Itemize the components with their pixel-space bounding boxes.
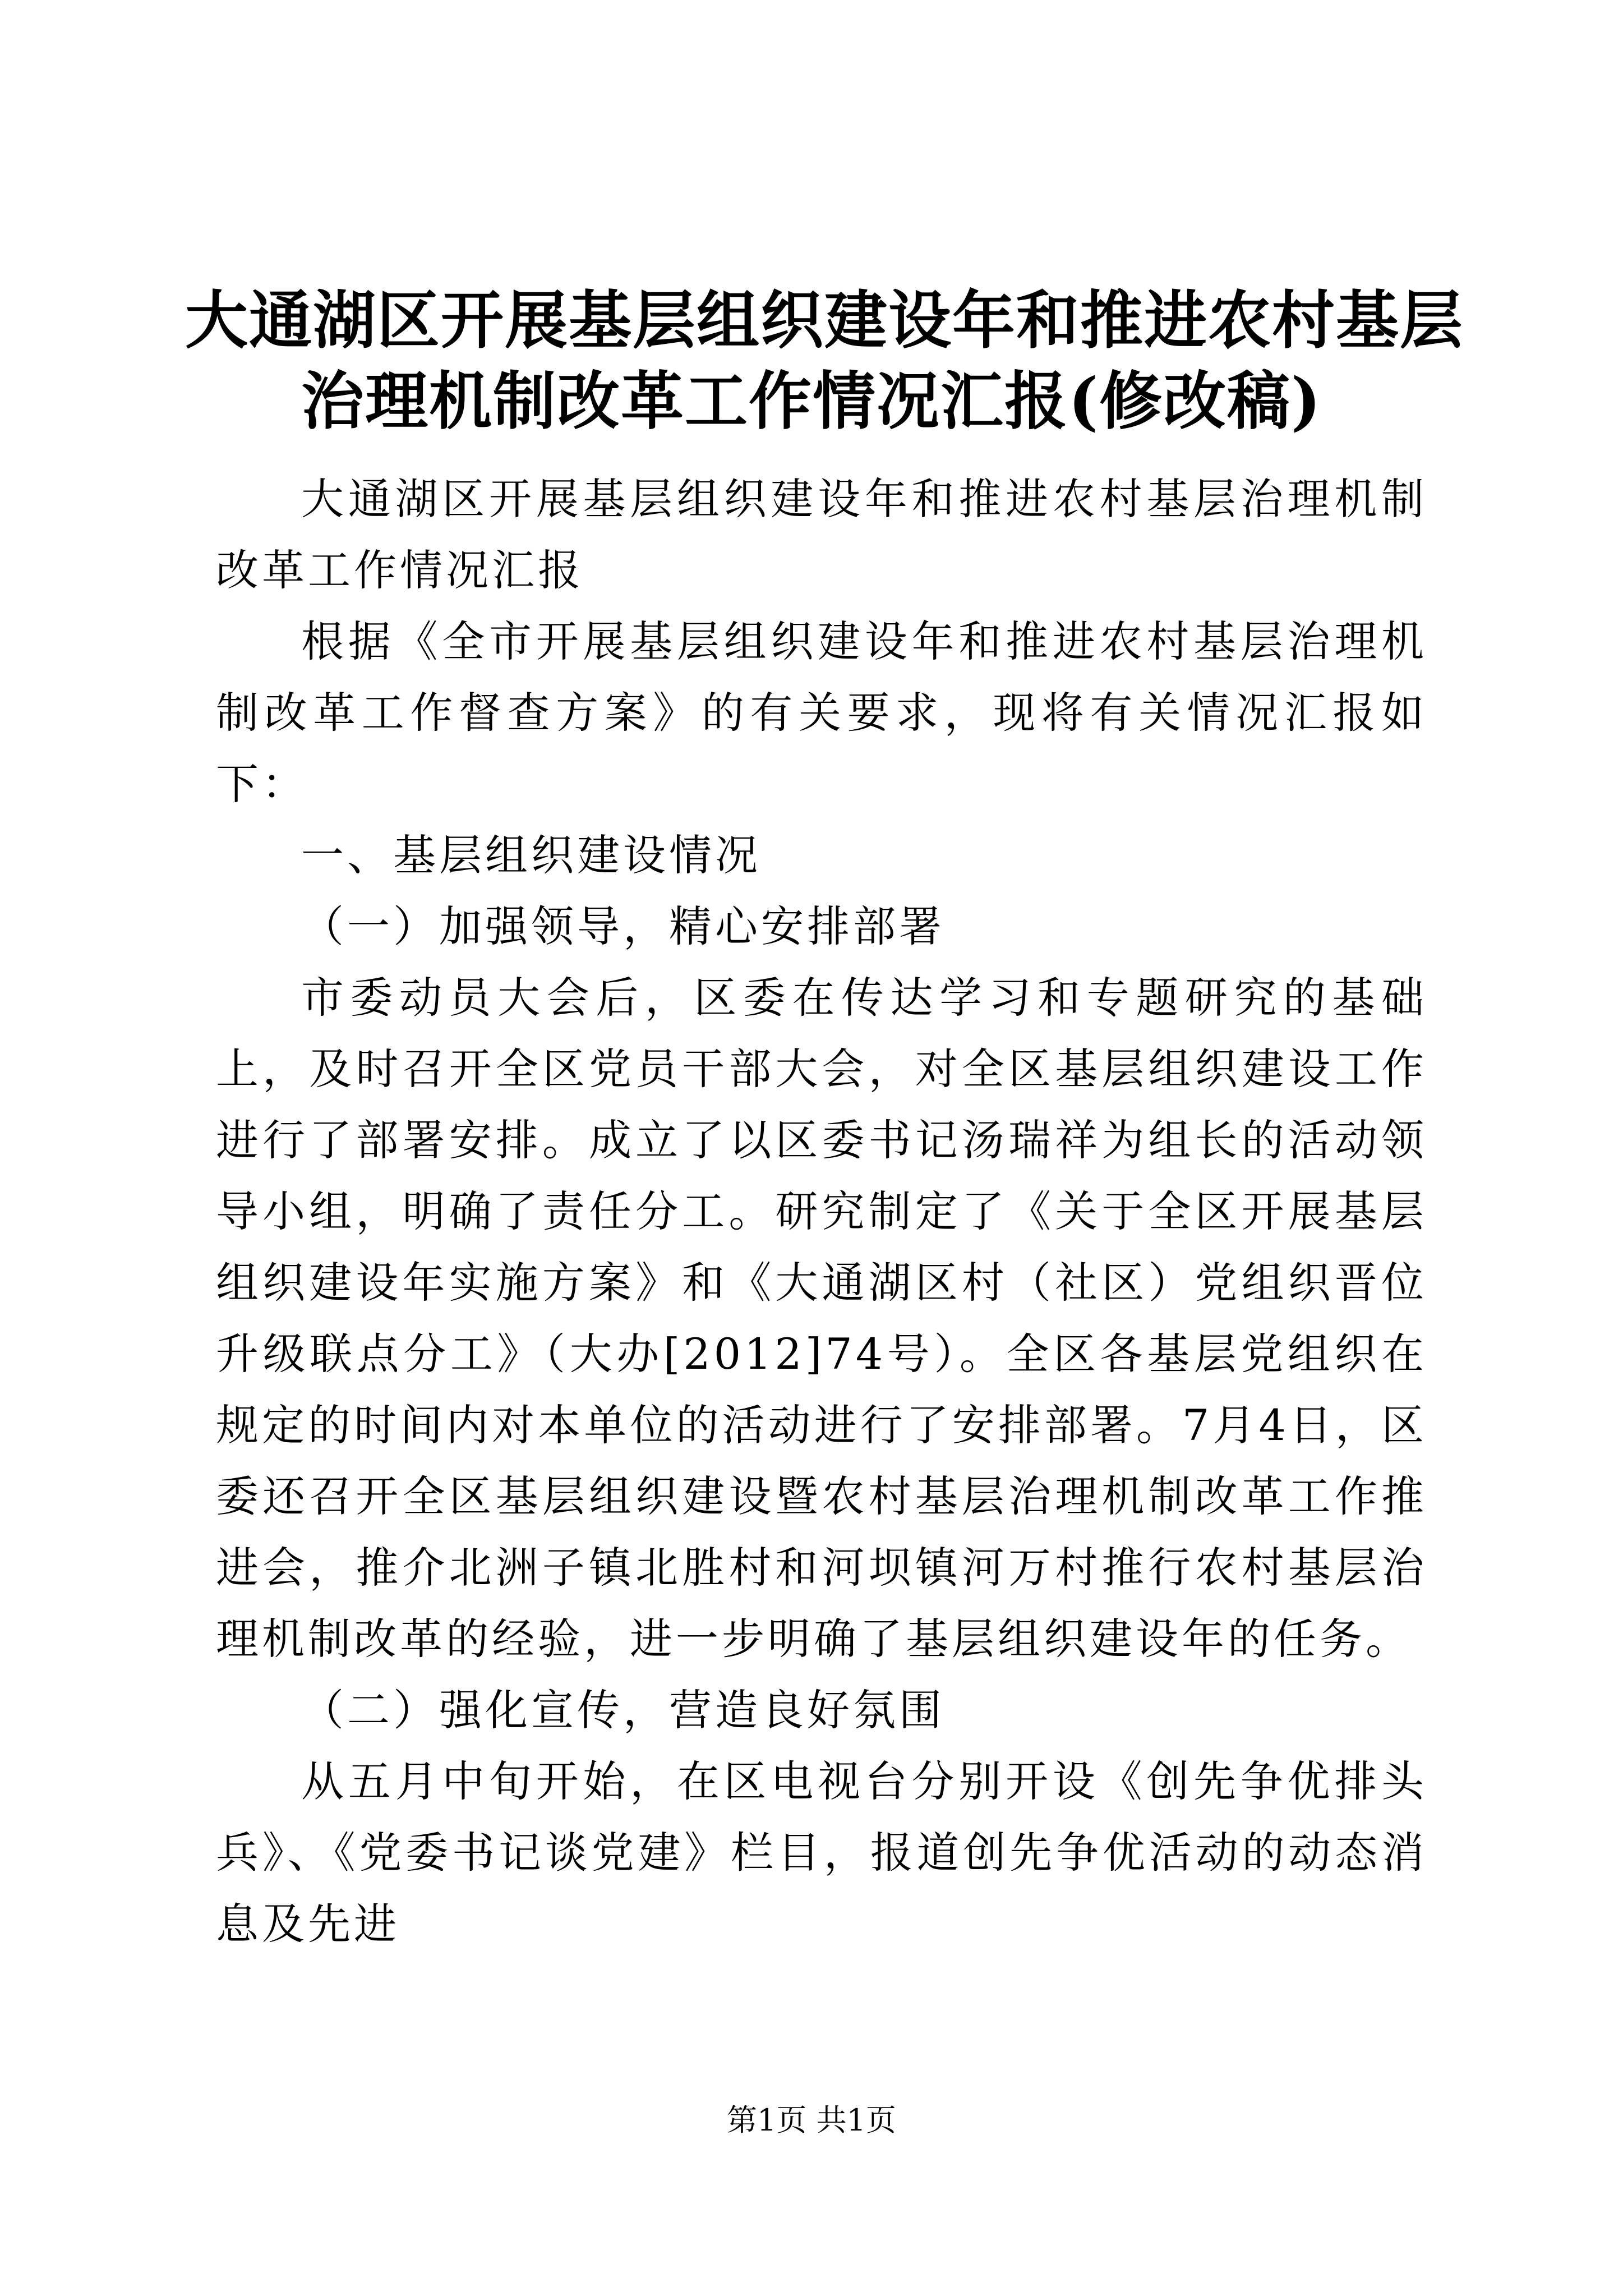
paragraph-intro: 根据《全市开展基层组织建设年和推进农村基层治理机制改革工作督查方案》的有关要求，现将有关情况汇报如下： [216,616,1427,809]
subsection-heading-2: （二）强化宣传，营造良好氛围 [301,1685,945,1735]
paragraph-publicity: 从五月中旬开始，在区电视台分别开设《创先争优排头兵》、《党委书记谈党建》栏目，报道创先争优活动的动态消息及先进 [216,1756,1427,1949]
title-line-2: 治理机制改革工作情况汇报(修改稿) [301,365,1322,438]
document-title [185,280,1464,442]
subsection-heading-1: （一）加强领导，精心安排部署 [301,901,945,951]
page-footer: 第1页 共1页 [727,2102,896,2138]
paragraph-leadership: 市委动员大会后，区委在传达学习和专题研究的基础上，及时召开全区党员干部大会，对全区基层组织建设工作进行了部署安排。成立了以区委书记汤瑞祥为组长的活动领导小组，明确了责任分工。研究制定了《关于全区开展基层组织建设年实施方案》和《大通湖区村（社区）党组织晋位升级联点分工》（大办[2012]74号）。全区各基层党组织在规定的时间内对本单位的活动进行了安排部署。7月4日，区委还召开全区基层组织建设暨农村基层治理机制改革工作推进会，推介北洲子镇北胜村和河坝镇河万村推行农村基层治理机制改革的经验，进一步明确了基层组织建设年的任务。 [216,973,1427,1664]
document-body [216,463,1427,1959]
title-line-1: 大通湖区开展基层组织建设年和推进农村基层 [185,284,1464,357]
section-heading: 一、基层组织建设情况 [301,830,761,880]
paragraph-report-title: 大通湖区开展基层组织建设年和推进农村基层治理机制改革工作情况汇报 [216,474,1427,595]
